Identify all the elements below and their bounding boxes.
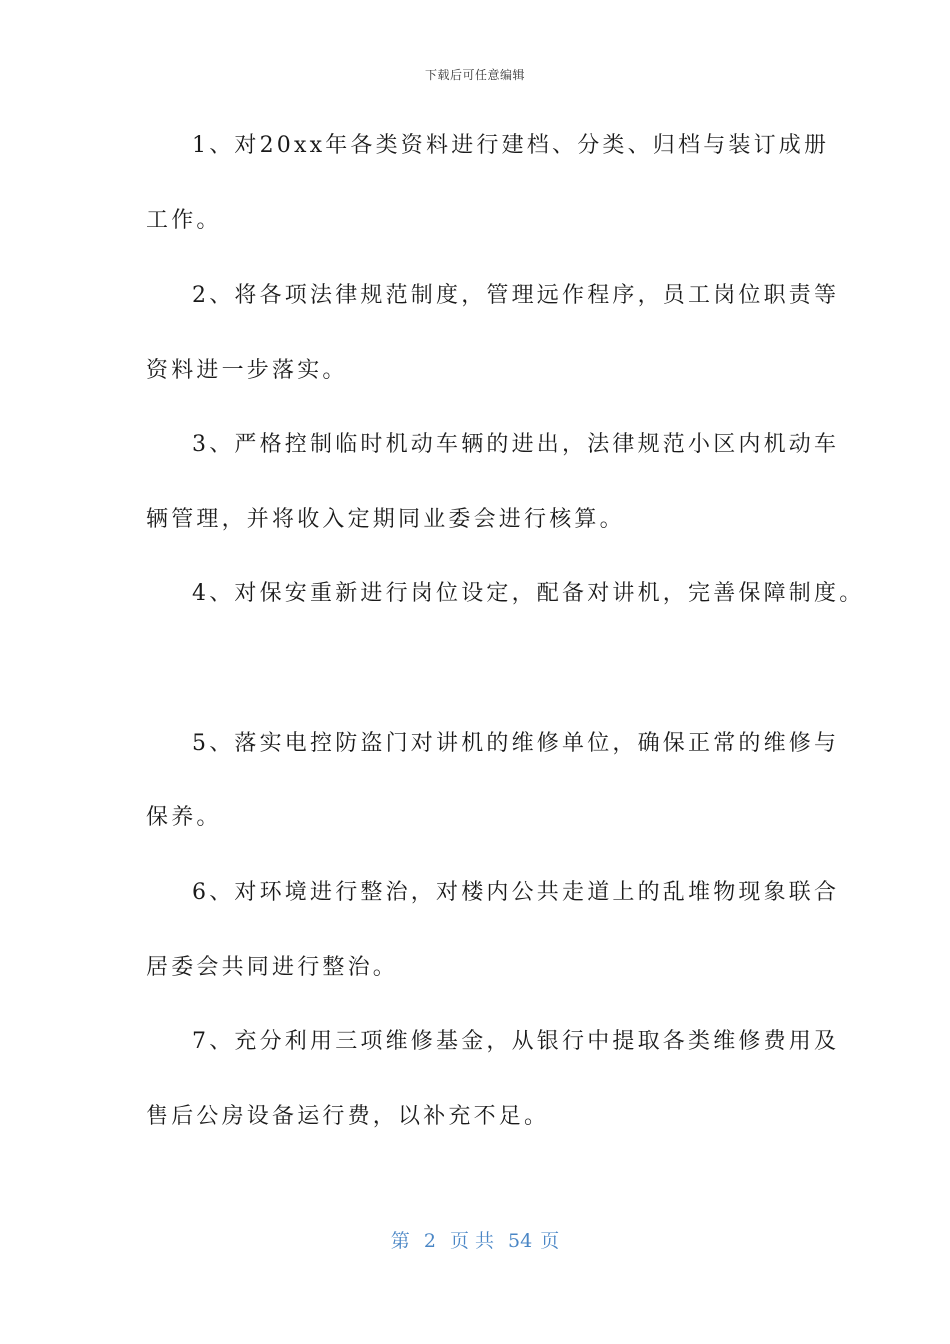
page-number-footer: [0, 1226, 950, 1253]
paragraph-6-line-2: 居委会共同进行整治。: [146, 955, 399, 980]
paragraph-2-line-1: 2、将各项法律规范制度，管理远作程序，员工岗位职责等: [192, 283, 840, 308]
footer-prefix: 第: [390, 1230, 410, 1252]
paragraph-5-line-2: 保养。: [146, 805, 222, 830]
footer-middle: 页 共: [449, 1230, 494, 1252]
paragraph-2-line-2: 资料进一步落实。: [146, 358, 348, 383]
footer-suffix: 页: [540, 1230, 560, 1252]
paragraph-5-line-1: 5、落实电控防盗门对讲机的维修单位，确保正常的维修与: [192, 731, 840, 756]
paragraph-7-line-1: 7、充分利用三项维修基金，从银行中提取各类维修费用及: [192, 1029, 840, 1054]
page-header: 下载后可任意编辑: [424, 68, 525, 82]
paragraph-1-line-1: 1、对20xx年各类资料进行建档、分类、归档与装订成册: [192, 133, 830, 158]
paragraph-1-line-2: 工作。: [146, 208, 222, 233]
footer-page-number: 2: [423, 1230, 436, 1252]
paragraph-6-line-1: 6、对环境进行整治，对楼内公共走道上的乱堆物现象联合: [192, 880, 840, 905]
paragraph-7-line-2: 售后公房设备运行费，以补充不足。: [146, 1104, 550, 1129]
paragraph-3-line-1: 3、严格控制临时机动车辆的进出，法律规范小区内机动车: [192, 432, 840, 457]
paragraph-3-line-2: 辆管理，并将收入定期同业委会进行核算。: [146, 507, 625, 532]
paragraph-4-line-1: 4、对保安重新进行岗位设定，配备对讲机，完善保障制度。: [192, 581, 865, 606]
footer-total-pages: 54: [508, 1230, 533, 1252]
